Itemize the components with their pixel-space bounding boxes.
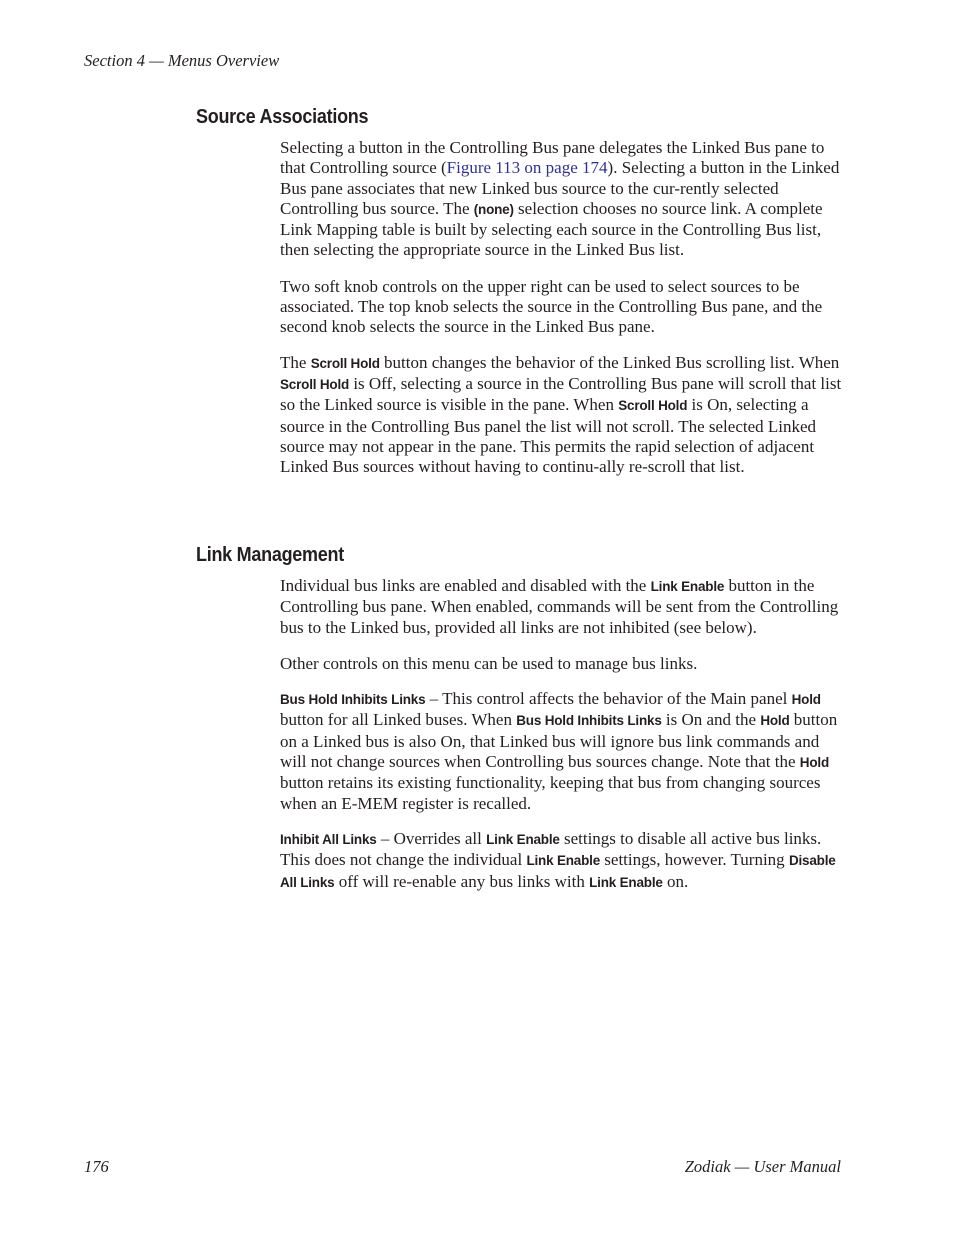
text-run: off will re-enable any bus links with (334, 871, 590, 891)
paragraph: Other controls on this menu can be used to manage bus links. (280, 653, 698, 673)
ui-term-bus-hold-inhibits-links: Bus Hold Inhibits Links (516, 713, 662, 729)
section-title-link-management: Link Management (196, 544, 344, 566)
manual-title: Zodiak — User Manual (684, 1157, 841, 1176)
ui-term-link-enable: Link Enable (486, 831, 560, 847)
ui-term-scroll-hold: Scroll Hold (280, 376, 350, 392)
text-run: – This control affects the behavior of the Main panel (425, 689, 792, 709)
text-run: button retains its existing functionality, keeping that bus from changing sources when an E-MEM register is recalled. (280, 773, 821, 813)
source-associations-body (280, 138, 842, 477)
link-management-body (280, 576, 842, 893)
text-run: on. (662, 871, 689, 891)
running-head: Section 4 — Menus Overview (84, 51, 280, 70)
ui-term-scroll-hold: Scroll Hold (618, 398, 688, 414)
ui-term-inhibit-all-links: Inhibit All Links (280, 831, 377, 847)
paragraph (280, 829, 842, 893)
text-run: button changes the behavior of the Linked Bus scrolling list. When (379, 352, 840, 372)
page-number: 176 (84, 1157, 109, 1176)
ui-term-hold: Hold (799, 755, 829, 771)
text-run: The (280, 352, 311, 372)
ui-term-hold: Hold (791, 692, 821, 708)
text-run: is Off, selecting a source in the Controlling Bus pane will scroll that list so the Linked source is visible in the pane. When (280, 373, 842, 415)
text-run: button for all Linked buses. When (280, 710, 517, 730)
text-run: button in the Controlling bus pane. When enabled, commands will be sent from the Controlling bus to the Linked bus, provided all links are not inhibited (see below). (280, 576, 839, 637)
ui-term-link-enable: Link Enable (526, 853, 601, 869)
text-run: button on a Linked bus is also On, that Linked bus will ignore bus link commands and will not change sources when Controlling bus sources change. Note that the (280, 710, 838, 772)
paragraph (280, 576, 842, 638)
text-run: ). Selecting a button in the Linked Bus pane associates that new Linked bus source to the cur-rently selected Controlling bus source. The (280, 158, 840, 218)
paragraph (280, 689, 842, 814)
text-run: settings to disable all active bus links. This does not change the individual (280, 828, 822, 870)
text-run: Individual bus links are enabled and disabled with the (280, 576, 651, 595)
text-run: Selecting a button in the Controlling Bus pane delegates the Linked Bus pane to that Controlling source ( (280, 138, 825, 178)
text-run: is On and the (661, 710, 761, 730)
text-run: selection chooses no source link. A complete Link Mapping table is built by selecting each source in the Controlling Bus list, then selecting the appropriate source in the Linked Bus list. (280, 198, 823, 260)
ui-term-none: (none) (473, 201, 514, 217)
paragraph: Two soft knob controls on the upper right can be used to select sources to be associated. The top knob selects the source in the Controlling Bus pane, and the second knob selects the source in the Linked Bus pane. (280, 276, 823, 337)
text-run: is On, selecting a source in the Controlling Bus panel the list will not scroll. The selected Linked source may not appear in the pane. This permits the rapid selection of adjacent Linked Bus sources without having to continu-ally re-scroll that list. (280, 395, 817, 477)
ui-term-hold: Hold (760, 713, 790, 729)
ui-term-link-enable: Link Enable (650, 579, 725, 594)
text-run: – Overrides all (376, 828, 487, 848)
paragraph (280, 138, 842, 261)
section-title-source-associations: Source Associations (196, 106, 369, 128)
ui-term-bus-hold-inhibits-links: Bus Hold Inhibits Links (280, 692, 426, 708)
ui-term-link-enable: Link Enable (589, 874, 663, 890)
ui-term-disable-all-links: Disable All Links (280, 853, 836, 890)
ui-term-scroll-hold: Scroll Hold (310, 355, 380, 371)
figure-cross-reference-link[interactable]: Figure 113 on page 174 (446, 158, 608, 178)
paragraph (280, 353, 842, 478)
text-run: settings, however. Turning (600, 850, 789, 870)
